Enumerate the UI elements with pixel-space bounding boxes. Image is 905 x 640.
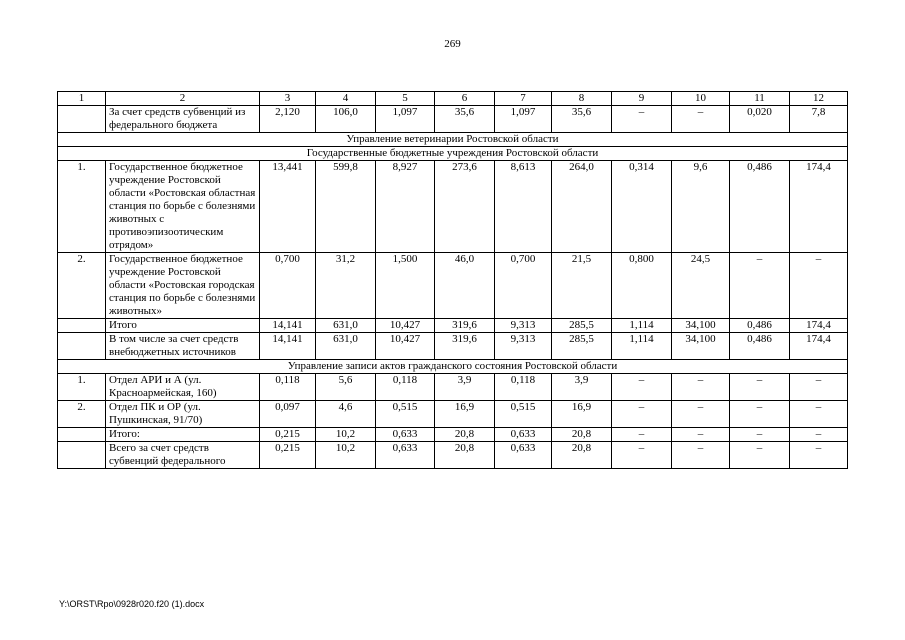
value-cell: – <box>730 374 790 401</box>
value-cell: – <box>730 401 790 428</box>
row-number: 2. <box>58 253 106 319</box>
value-cell: 174,4 <box>790 333 848 360</box>
value-cell: 631,0 <box>316 319 376 333</box>
table-row <box>58 106 848 133</box>
value-cell: 9,313 <box>495 319 552 333</box>
row-number: 1. <box>58 374 106 401</box>
value-cell: 34,100 <box>672 333 730 360</box>
value-cell: 31,2 <box>316 253 376 319</box>
value-cell: 10,2 <box>316 428 376 442</box>
value-cell: – <box>612 428 672 442</box>
header-row <box>58 92 848 106</box>
column-number: 8 <box>552 92 612 106</box>
column-number: 7 <box>495 92 552 106</box>
value-cell: 21,5 <box>552 253 612 319</box>
value-cell: 0,515 <box>495 401 552 428</box>
value-cell: 14,141 <box>260 319 316 333</box>
value-cell: – <box>730 442 790 469</box>
value-cell: – <box>672 401 730 428</box>
value-cell: 14,141 <box>260 333 316 360</box>
section-row <box>58 133 848 147</box>
row-label: Всего за счет средств субвенций федерального <box>106 442 260 469</box>
value-cell: 0,633 <box>495 428 552 442</box>
value-cell: 34,100 <box>672 319 730 333</box>
value-cell: – <box>672 428 730 442</box>
column-number: 2 <box>106 92 260 106</box>
value-cell: 20,8 <box>552 442 612 469</box>
value-cell: 106,0 <box>316 106 376 133</box>
row-label: Государственное бюджетное учреждение Ростовской области «Ростовская областная станция по борьбе с болезнями животных с противоэпизоотическим отрядом» <box>106 161 260 253</box>
value-cell: 631,0 <box>316 333 376 360</box>
value-cell: 0,633 <box>376 428 435 442</box>
table-row <box>58 161 848 253</box>
total-row <box>58 319 848 333</box>
value-cell: 7,8 <box>790 106 848 133</box>
section-heading: Управление ветеринарии Ростовской области <box>58 133 848 147</box>
value-cell: 0,215 <box>260 442 316 469</box>
value-cell: – <box>730 428 790 442</box>
value-cell: 5,6 <box>316 374 376 401</box>
value-cell: 46,0 <box>435 253 495 319</box>
value-cell: 0,118 <box>260 374 316 401</box>
total-row <box>58 428 848 442</box>
table-row <box>58 253 848 319</box>
value-cell: 35,6 <box>552 106 612 133</box>
value-cell: – <box>612 442 672 469</box>
value-cell: 1,114 <box>612 333 672 360</box>
value-cell: 0,486 <box>730 161 790 253</box>
value-cell: 2,120 <box>260 106 316 133</box>
value-cell: 0,486 <box>730 333 790 360</box>
section-row <box>58 360 848 374</box>
column-number: 1 <box>58 92 106 106</box>
column-number: 10 <box>672 92 730 106</box>
value-cell: 1,500 <box>376 253 435 319</box>
value-cell: – <box>790 374 848 401</box>
value-cell: 1,114 <box>612 319 672 333</box>
value-cell: 174,4 <box>790 161 848 253</box>
value-cell: – <box>672 106 730 133</box>
value-cell: 4,6 <box>316 401 376 428</box>
value-cell: 0,020 <box>730 106 790 133</box>
row-label: Отдел АРИ и А (ул. Красноармейская, 160) <box>106 374 260 401</box>
value-cell: – <box>790 442 848 469</box>
value-cell: 3,9 <box>552 374 612 401</box>
table-row <box>58 442 848 469</box>
section-row <box>58 147 848 161</box>
value-cell: 273,6 <box>435 161 495 253</box>
value-cell: 599,8 <box>316 161 376 253</box>
value-cell: 10,427 <box>376 319 435 333</box>
row-label: Государственное бюджетное учреждение Ростовской области «Ростовская городская станция по борьбе с болезнями животных» <box>106 253 260 319</box>
value-cell: 0,515 <box>376 401 435 428</box>
data-table <box>57 91 848 469</box>
column-number: 5 <box>376 92 435 106</box>
value-cell: 0,486 <box>730 319 790 333</box>
value-cell: 0,700 <box>260 253 316 319</box>
column-number: 12 <box>790 92 848 106</box>
value-cell: 0,800 <box>612 253 672 319</box>
value-cell: 285,5 <box>552 319 612 333</box>
value-cell: 0,118 <box>495 374 552 401</box>
row-number <box>58 319 106 333</box>
value-cell: 35,6 <box>435 106 495 133</box>
value-cell: 0,633 <box>376 442 435 469</box>
value-cell: 0,097 <box>260 401 316 428</box>
value-cell: 20,8 <box>435 428 495 442</box>
section-heading: Управление записи актов гражданского состояния Ростовской области <box>58 360 848 374</box>
value-cell: 9,6 <box>672 161 730 253</box>
value-cell: – <box>730 253 790 319</box>
row-label: Итого <box>106 319 260 333</box>
column-number: 9 <box>612 92 672 106</box>
table-row <box>58 401 848 428</box>
value-cell: 9,313 <box>495 333 552 360</box>
value-cell: 0,700 <box>495 253 552 319</box>
value-cell: 10,2 <box>316 442 376 469</box>
row-number: 1. <box>58 161 106 253</box>
value-cell: 1,097 <box>376 106 435 133</box>
row-number: 2. <box>58 401 106 428</box>
value-cell: 8,927 <box>376 161 435 253</box>
value-cell: – <box>672 374 730 401</box>
value-cell: 20,8 <box>435 442 495 469</box>
row-number <box>58 428 106 442</box>
file-path-footer: Y:\ORST\Rpo\0928r020.f20 (1).docx <box>59 599 205 609</box>
value-cell: – <box>612 106 672 133</box>
row-label: В том числе за счет средств внебюджетных источников <box>106 333 260 360</box>
row-label: За счет средств субвенций из федерального бюджета <box>106 106 260 133</box>
subsection-heading: Государственные бюджетные учреждения Ростовской области <box>58 147 848 161</box>
value-cell: 10,427 <box>376 333 435 360</box>
value-cell: 3,9 <box>435 374 495 401</box>
value-cell: 0,118 <box>376 374 435 401</box>
value-cell: 285,5 <box>552 333 612 360</box>
row-number <box>58 333 106 360</box>
value-cell: 1,097 <box>495 106 552 133</box>
column-number: 6 <box>435 92 495 106</box>
value-cell: – <box>790 401 848 428</box>
value-cell: – <box>612 374 672 401</box>
value-cell: 0,633 <box>495 442 552 469</box>
value-cell: 319,6 <box>435 333 495 360</box>
column-number: 4 <box>316 92 376 106</box>
value-cell: – <box>790 428 848 442</box>
value-cell: 0,314 <box>612 161 672 253</box>
value-cell: 264,0 <box>552 161 612 253</box>
value-cell: 16,9 <box>435 401 495 428</box>
column-number: 11 <box>730 92 790 106</box>
value-cell: – <box>612 401 672 428</box>
value-cell: 319,6 <box>435 319 495 333</box>
value-cell: 174,4 <box>790 319 848 333</box>
value-cell: 13,441 <box>260 161 316 253</box>
row-label: Отдел ПК и ОР (ул. Пушкинская, 91/70) <box>106 401 260 428</box>
table-row <box>58 374 848 401</box>
value-cell: – <box>790 253 848 319</box>
row-number <box>58 106 106 133</box>
value-cell: 0,215 <box>260 428 316 442</box>
page-number: 269 <box>444 38 461 50</box>
value-cell: 16,9 <box>552 401 612 428</box>
value-cell: 8,613 <box>495 161 552 253</box>
column-number: 3 <box>260 92 316 106</box>
value-cell: – <box>672 442 730 469</box>
value-cell: 24,5 <box>672 253 730 319</box>
row-number <box>58 442 106 469</box>
row-label: Итого: <box>106 428 260 442</box>
value-cell: 20,8 <box>552 428 612 442</box>
table-row <box>58 333 848 360</box>
